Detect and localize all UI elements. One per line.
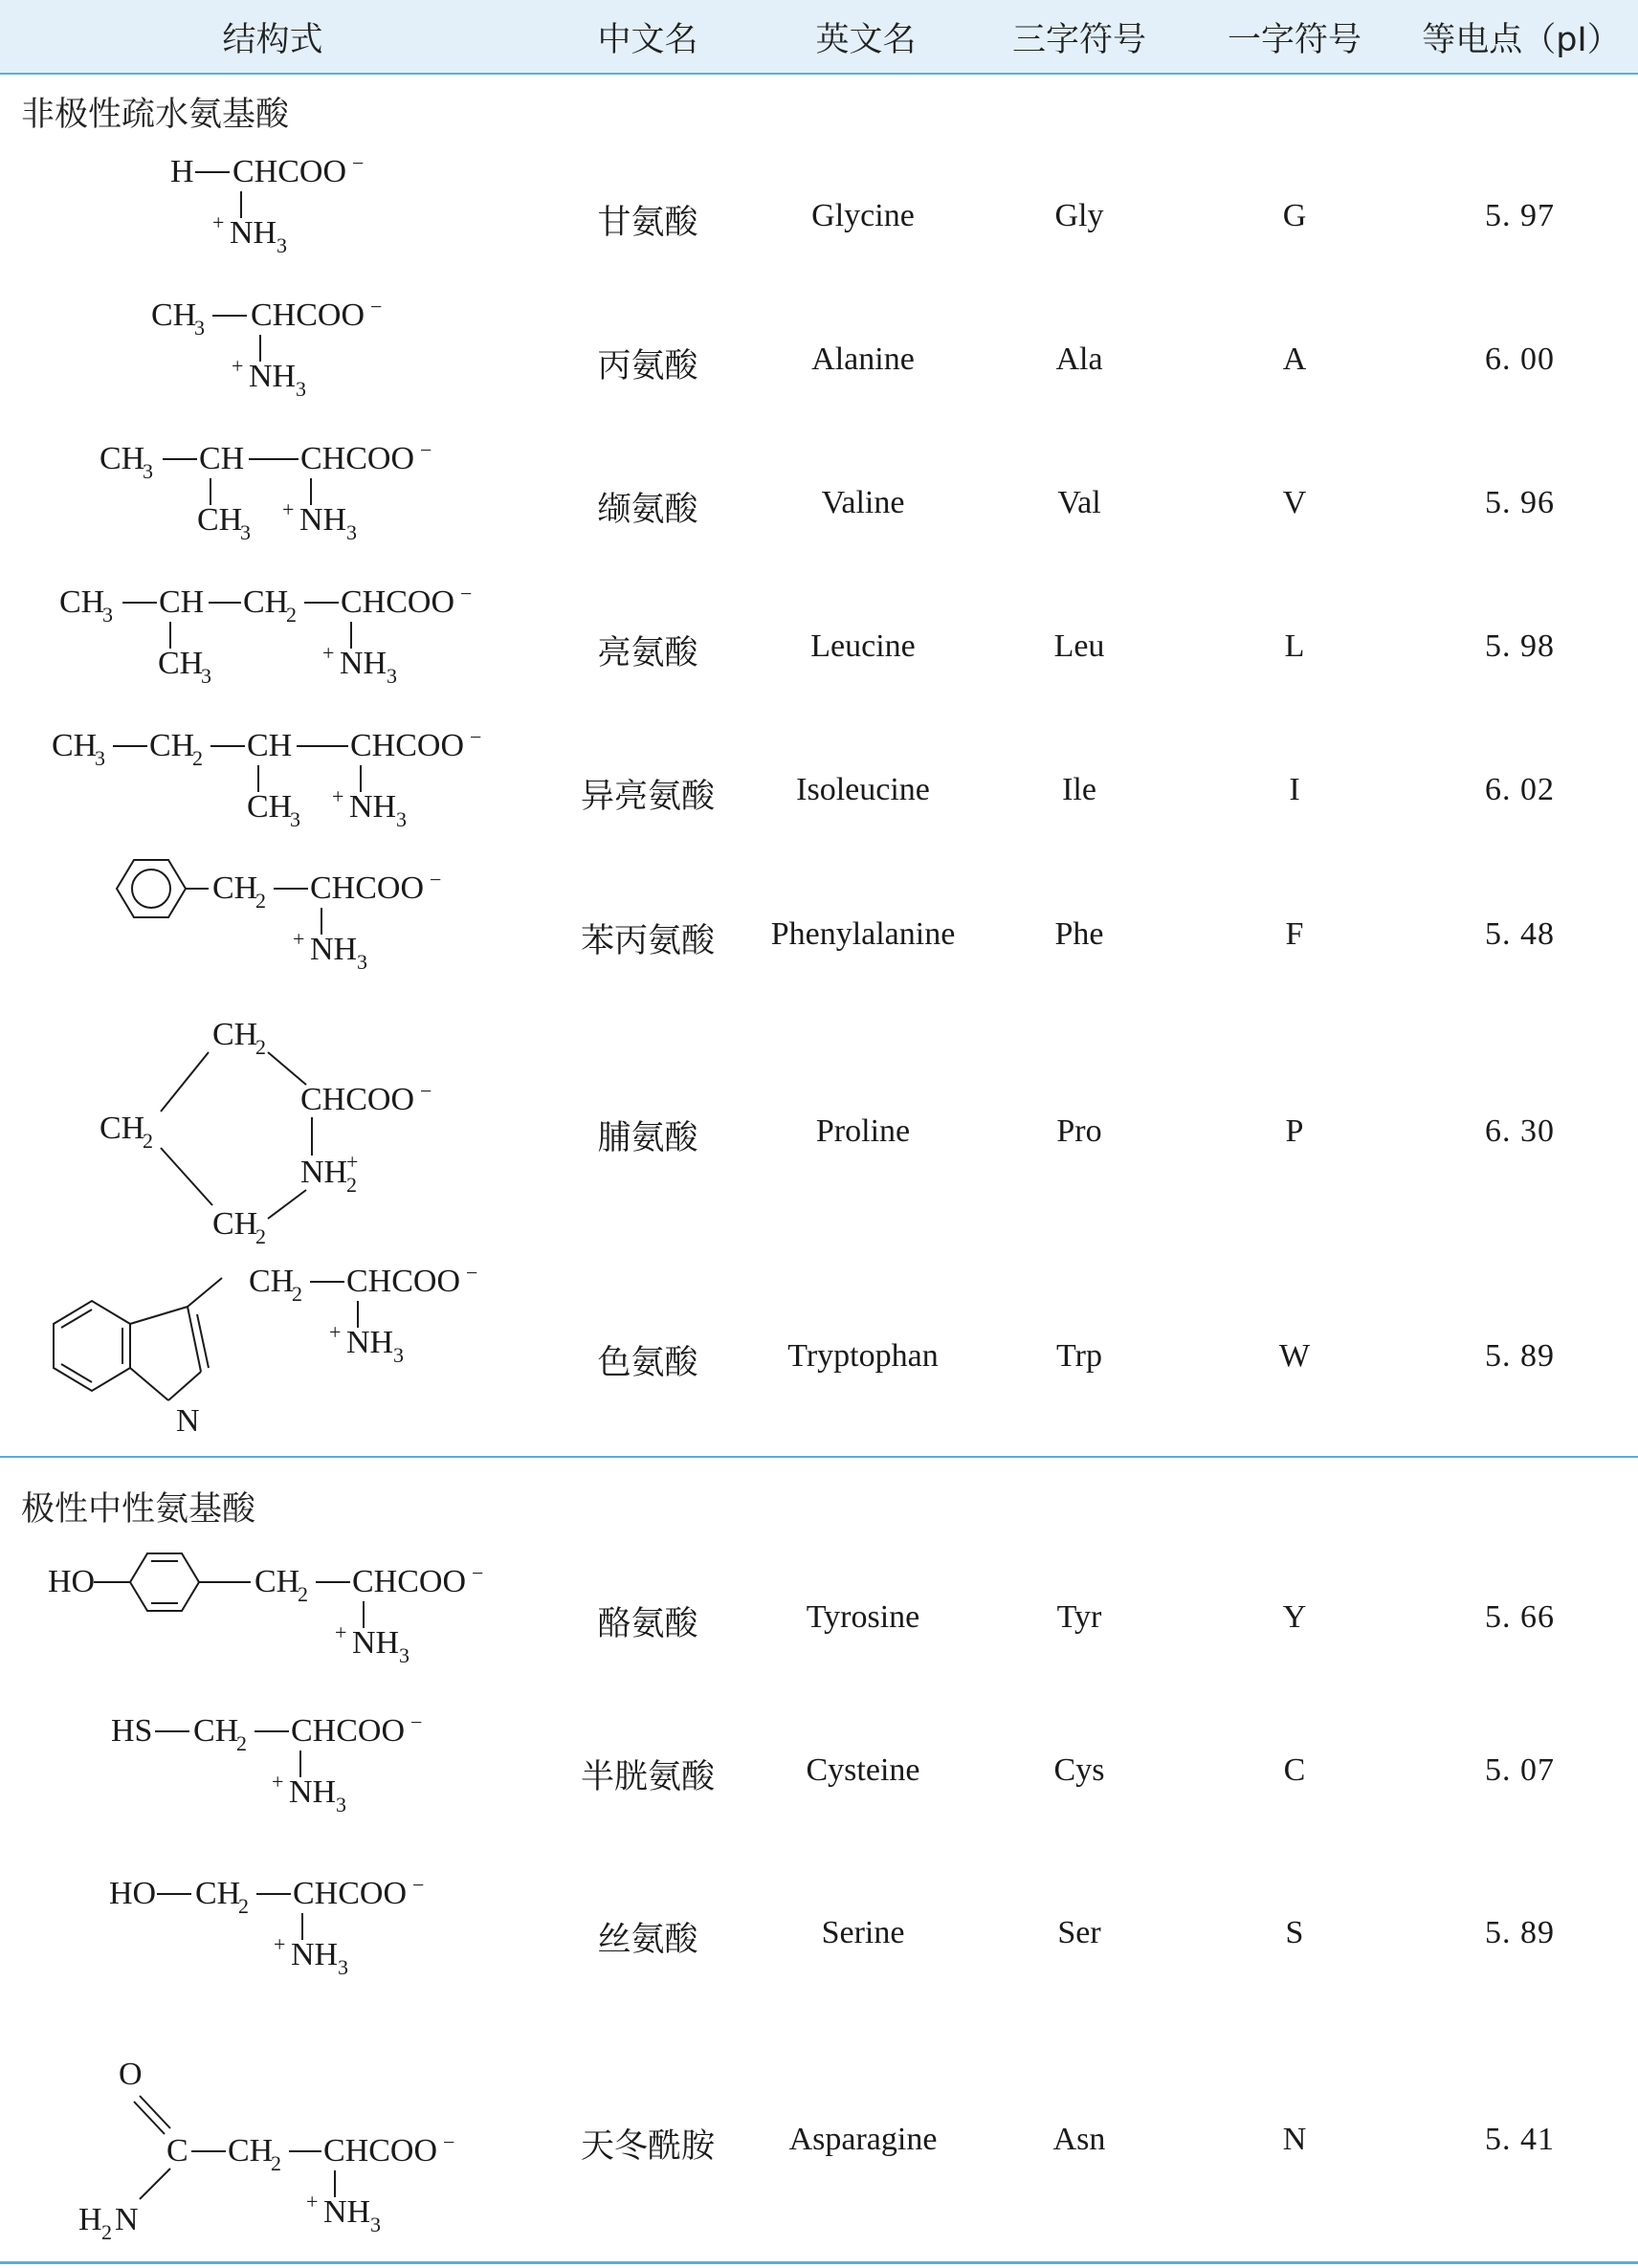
svg-text:HS: HS (111, 1713, 153, 1749)
svg-text:CH: CH (212, 1017, 258, 1052)
svg-text:2: 2 (286, 603, 297, 627)
en-name: Proline (815, 1113, 911, 1149)
svg-text:3: 3 (370, 2213, 381, 2236)
svg-text:N: N (115, 2202, 139, 2237)
structural-formula-asparagine (0, 2052, 574, 2243)
header-three-letter: 三字符号 (1011, 21, 1146, 59)
one-letter-code: V (1282, 485, 1307, 520)
svg-text:+: + (293, 927, 305, 951)
isoelectric-point: 5. 41 (1485, 2122, 1555, 2157)
three-letter-code: Ile (1062, 772, 1096, 807)
svg-text:CH: CH (159, 584, 205, 620)
one-letter-code: F (1285, 916, 1304, 952)
svg-text:2: 2 (236, 1731, 247, 1755)
svg-text:CH: CH (228, 2133, 274, 2169)
svg-text:3: 3 (296, 377, 306, 401)
en-name: Isoleucine (796, 772, 930, 807)
svg-text:+: + (282, 497, 295, 521)
svg-text:+: + (212, 210, 225, 234)
svg-text:−: − (470, 725, 482, 749)
three-letter-code: Asn (1052, 2122, 1106, 2157)
svg-text:CH: CH (243, 584, 289, 620)
three-letter-code: Leu (1053, 628, 1105, 664)
header-one-letter: 一字符号 (1227, 21, 1361, 59)
one-letter-code: N (1282, 2122, 1307, 2157)
svg-text:CH: CH (151, 297, 197, 333)
svg-text:NH: NH (323, 2194, 371, 2230)
svg-text:CHCOO: CHCOO (291, 1713, 406, 1749)
one-letter-code: I (1289, 772, 1300, 807)
header-chinese-name: 中文名 (597, 21, 698, 59)
structural-formula-alanine (0, 287, 574, 421)
svg-text:CH: CH (195, 1876, 241, 1911)
cn-name: 天冬酰胺 (580, 2127, 715, 2166)
section-title: 极性中性氨基酸 (21, 1490, 256, 1529)
svg-text:+: + (329, 1320, 342, 1344)
svg-text:3: 3 (95, 746, 105, 770)
svg-text:−: − (466, 1261, 478, 1285)
svg-text:3: 3 (102, 603, 113, 627)
header-rule (0, 73, 1638, 75)
svg-text:CH: CH (158, 646, 204, 681)
svg-text:2: 2 (298, 1582, 308, 1606)
three-letter-code: Cys (1053, 1752, 1105, 1788)
svg-text:CH: CH (100, 1111, 145, 1146)
svg-text:−: − (472, 1561, 484, 1585)
one-letter-code: W (1278, 1338, 1311, 1374)
svg-text:CH: CH (249, 1264, 295, 1299)
en-name: Phenylalanine (770, 916, 956, 952)
one-letter-code: Y (1282, 1599, 1307, 1635)
svg-text:+: + (232, 354, 244, 378)
svg-text:−: − (420, 438, 432, 462)
svg-text:CH: CH (255, 1564, 300, 1599)
svg-text:+: + (332, 784, 344, 808)
svg-text:CHCOO: CHCOO (300, 1082, 415, 1117)
svg-text:−: − (430, 868, 442, 892)
svg-text:CHCOO: CHCOO (300, 441, 415, 476)
isoelectric-point: 6. 00 (1485, 341, 1555, 377)
en-name: Serine (821, 1915, 905, 1950)
svg-text:+: + (335, 1620, 347, 1644)
svg-text:CHCOO: CHCOO (350, 728, 465, 763)
svg-text:3: 3 (240, 520, 251, 544)
svg-text:3: 3 (336, 1793, 346, 1817)
header-structure: 结构式 (222, 21, 323, 59)
svg-text:CHCOO: CHCOO (346, 1264, 461, 1299)
svg-text:NH: NH (289, 1774, 337, 1810)
svg-text:−: − (420, 1079, 432, 1103)
svg-text:−: − (460, 582, 473, 606)
svg-text:CHCOO: CHCOO (323, 2133, 438, 2169)
svg-text:2: 2 (292, 1282, 302, 1306)
one-letter-code: L (1284, 628, 1305, 664)
svg-text:3: 3 (357, 950, 367, 974)
three-letter-code: Gly (1054, 198, 1104, 233)
svg-text:N: N (176, 1403, 200, 1439)
svg-text:CHCOO: CHCOO (251, 297, 365, 333)
svg-text:CH: CH (212, 1206, 258, 1242)
structural-formula-serine (0, 1865, 574, 1999)
svg-text:2: 2 (101, 2220, 112, 2244)
structural-formula-leucine (0, 574, 574, 708)
svg-text:CH: CH (197, 502, 243, 538)
svg-text:CHCOO: CHCOO (310, 870, 425, 906)
en-name: Leucine (810, 628, 916, 664)
isoelectric-point: 5. 07 (1485, 1752, 1555, 1788)
one-letter-code: P (1285, 1113, 1304, 1149)
svg-text:NH: NH (349, 789, 397, 825)
svg-text:3: 3 (387, 664, 397, 688)
svg-text:−: − (410, 1710, 423, 1734)
svg-text:NH: NH (299, 502, 347, 538)
svg-text:3: 3 (290, 807, 300, 831)
svg-text:CH: CH (52, 728, 98, 763)
isoelectric-point: 5. 48 (1485, 916, 1555, 952)
cn-name: 半胱氨酸 (580, 1758, 715, 1796)
svg-text:2: 2 (192, 746, 203, 770)
cn-name: 脯氨酸 (597, 1119, 698, 1157)
structural-formula-phenylalanine (0, 856, 574, 1000)
svg-text:C: C (166, 2133, 188, 2169)
isoelectric-point: 5. 89 (1485, 1915, 1555, 1950)
isoelectric-point: 5. 97 (1485, 198, 1555, 233)
svg-text:NH: NH (300, 1155, 348, 1190)
svg-text:NH: NH (249, 359, 297, 394)
svg-text:+: + (346, 1150, 359, 1174)
cn-name: 缬氨酸 (597, 491, 698, 529)
three-letter-code: Val (1057, 485, 1101, 520)
svg-text:CH: CH (199, 441, 245, 476)
svg-text:NH: NH (310, 932, 358, 967)
cn-name: 酪氨酸 (597, 1605, 698, 1643)
one-letter-code: C (1283, 1752, 1306, 1788)
header-pi: 等电点（pI） (1422, 21, 1621, 59)
svg-text:2: 2 (255, 889, 266, 913)
svg-text:2: 2 (255, 1224, 266, 1248)
three-letter-code: Phe (1054, 916, 1104, 952)
bottom-rule (0, 2261, 1638, 2264)
svg-text:CHCOO: CHCOO (341, 584, 455, 620)
section-rule (0, 1456, 1638, 1458)
svg-text:3: 3 (201, 664, 211, 688)
svg-text:CH: CH (247, 728, 293, 763)
svg-text:CH: CH (59, 584, 105, 620)
svg-text:CH: CH (212, 870, 258, 906)
cn-name: 丝氨酸 (597, 1921, 698, 1959)
svg-text:−: − (443, 2130, 455, 2154)
svg-text:H: H (170, 154, 194, 189)
svg-text:−: − (412, 1873, 425, 1897)
svg-text:3: 3 (277, 233, 287, 257)
three-letter-code: Trp (1056, 1338, 1102, 1374)
three-letter-code: Tyr (1056, 1599, 1102, 1635)
svg-text:HO: HO (48, 1564, 96, 1599)
isoelectric-point: 6. 02 (1485, 772, 1555, 807)
svg-text:CHCOO: CHCOO (293, 1876, 408, 1911)
svg-text:−: − (352, 151, 365, 175)
three-letter-code: Pro (1056, 1113, 1102, 1149)
svg-text:3: 3 (393, 1343, 404, 1367)
structural-formula-proline (0, 1014, 574, 1248)
svg-text:CH: CH (100, 441, 145, 476)
svg-text:CHCOO: CHCOO (352, 1564, 467, 1599)
svg-text:2: 2 (346, 1173, 357, 1197)
svg-text:NH: NH (346, 1325, 394, 1360)
cn-name: 亮氨酸 (597, 634, 698, 672)
en-name: Glycine (811, 198, 915, 233)
svg-text:2: 2 (143, 1129, 153, 1153)
en-name: Asparagine (788, 2122, 938, 2157)
svg-text:CH: CH (149, 728, 195, 763)
isoelectric-point: 5. 98 (1485, 628, 1555, 664)
svg-text:CH: CH (193, 1713, 239, 1749)
svg-text:NH: NH (291, 1937, 339, 1972)
svg-text:2: 2 (255, 1035, 266, 1059)
svg-text:+: + (272, 1770, 284, 1794)
one-letter-code: S (1285, 1915, 1304, 1950)
structural-formula-cysteine (0, 1703, 574, 1837)
svg-text:NH: NH (352, 1625, 400, 1661)
svg-text:3: 3 (399, 1643, 410, 1667)
one-letter-code: G (1282, 198, 1307, 233)
structural-formula-tyrosine (0, 1550, 574, 1693)
isoelectric-point: 5. 89 (1485, 1338, 1555, 1374)
svg-text:3: 3 (346, 520, 357, 544)
isoelectric-point: 5. 96 (1485, 485, 1555, 520)
en-name: Tryptophan (787, 1338, 939, 1374)
svg-text:+: + (306, 2190, 319, 2213)
svg-text:2: 2 (271, 2151, 281, 2175)
svg-text:+: + (274, 1932, 286, 1956)
svg-text:NH: NH (230, 215, 277, 251)
three-letter-code: Ala (1055, 341, 1103, 377)
cn-name: 异亮氨酸 (580, 778, 715, 816)
svg-text:−: − (370, 295, 383, 319)
one-letter-code: A (1282, 341, 1307, 377)
structural-formula-isoleucine (0, 717, 574, 851)
structural-formula-tryptophan (0, 1253, 574, 1444)
svg-text:CHCOO: CHCOO (232, 154, 347, 189)
cn-name: 丙氨酸 (597, 347, 698, 385)
svg-text:3: 3 (338, 1955, 348, 1979)
svg-text:H: H (78, 2202, 102, 2237)
isoelectric-point: 5. 66 (1485, 1599, 1555, 1635)
svg-text:CH: CH (247, 789, 293, 825)
svg-text:+: + (322, 641, 335, 665)
svg-text:3: 3 (396, 807, 407, 831)
cn-name: 苯丙氨酸 (580, 922, 715, 960)
svg-text:O: O (119, 2057, 143, 2092)
svg-text:3: 3 (143, 459, 153, 483)
three-letter-code: Ser (1057, 1915, 1101, 1950)
svg-text:2: 2 (238, 1894, 249, 1918)
en-name: Alanine (811, 341, 915, 377)
svg-text:NH: NH (340, 646, 387, 681)
cn-name: 色氨酸 (597, 1344, 698, 1382)
en-name: Tyrosine (806, 1599, 920, 1635)
svg-text:3: 3 (194, 316, 205, 340)
header-english-name: 英文名 (815, 21, 917, 59)
en-name: Cysteine (806, 1752, 920, 1788)
svg-text:HO: HO (109, 1876, 157, 1911)
isoelectric-point: 6. 30 (1485, 1113, 1555, 1149)
section-title: 非极性疏水氨基酸 (21, 96, 290, 134)
en-name: Valine (821, 485, 905, 520)
cn-name: 甘氨酸 (597, 204, 698, 242)
structural-formula-glycine (0, 143, 574, 277)
structural-formula-valine (0, 430, 574, 564)
